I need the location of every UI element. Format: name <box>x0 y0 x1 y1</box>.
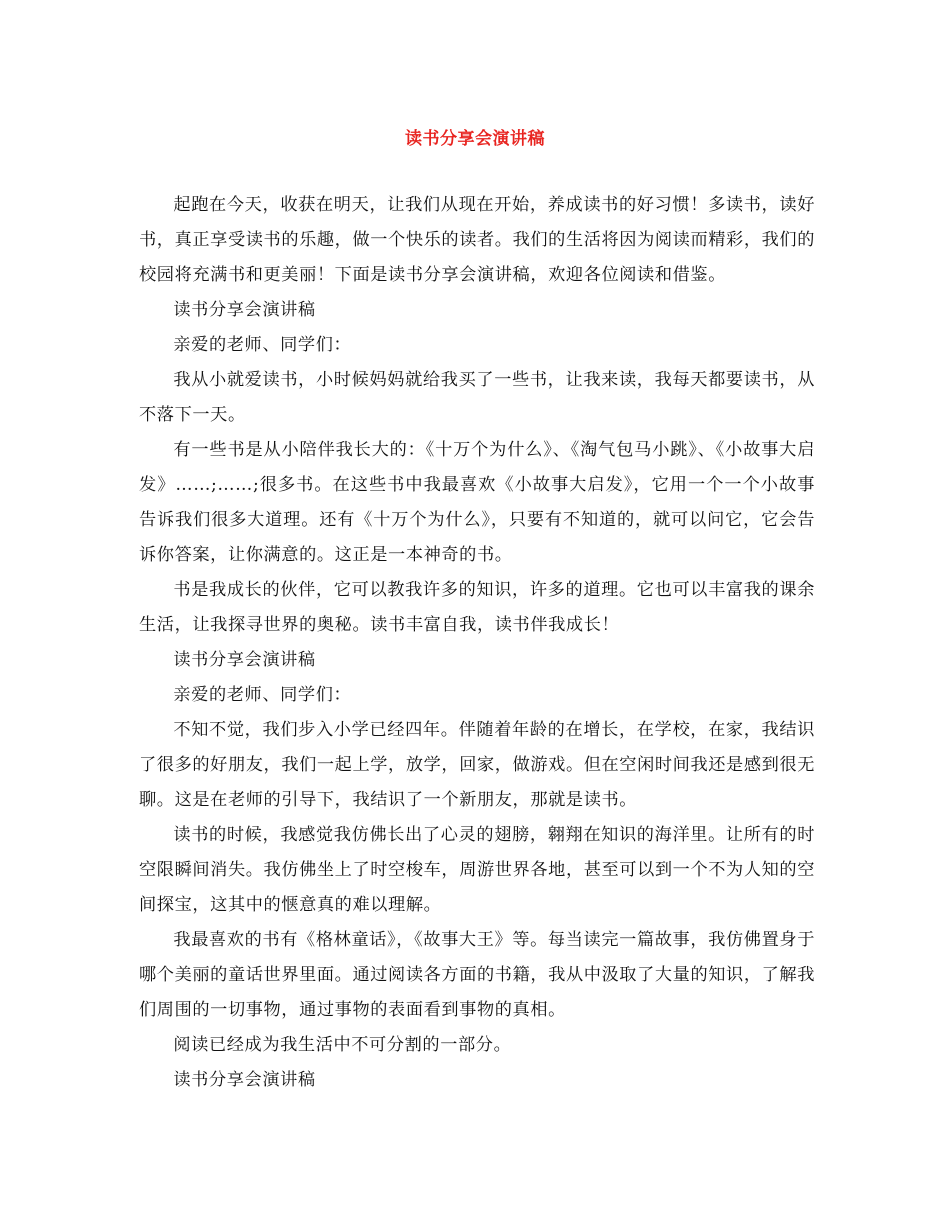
body-paragraph: 我最喜欢的书有《格林童话》，《故事大王》等。每当读完一篇故事，我仿佛置身于哪个美丽的童话世界里面。通过阅读各方面的书籍，我从中汲取了大量的知识，了解我们周围的一切事物，通过事物的表面看到事物的真相。 <box>139 930 815 1020</box>
speech-heading: 读书分享会演讲稿 <box>173 650 316 670</box>
speech-greeting: 亲爱的老师、同学们： <box>173 335 352 355</box>
speech-heading: 读书分享会演讲稿 <box>173 1070 316 1090</box>
body-paragraph: 书是我成长的伙伴，它可以教我许多的知识，许多的道理。它也可以丰富我的课余生活，让我探寻世界的奥秘。读书丰富自我，读书伴我成长！ <box>139 580 815 635</box>
document-title: 读书分享会演讲稿 <box>405 129 545 149</box>
body-paragraph: 读书的时候，我感觉我仿佛长出了心灵的翅膀，翱翔在知识的海洋里。让所有的时空限瞬间消失。我仿佛坐上了时空梭车，周游世界各地，甚至可以到一个不为人知的空间探宝，这其中的惬意真的难以理解。 <box>139 825 815 915</box>
body-paragraph: 我从小就爱读书，小时候妈妈就给我买了一些书，让我来读，我每天都要读书，从不落下一天。 <box>139 370 815 425</box>
speech-heading: 读书分享会演讲稿 <box>173 300 316 320</box>
speech-greeting: 亲爱的老师、同学们： <box>173 685 352 705</box>
body-paragraph: 不知不觉，我们步入小学已经四年。伴随着年龄的在增长，在学校，在家，我结识了很多的好朋友，我们一起上学，放学，回家，做游戏。但在空闲时间我还是感到很无聊。这是在老师的引导下，我结识了一个新朋友，那就是读书。 <box>139 720 815 810</box>
document-body <box>139 188 815 1098</box>
intro-paragraph: 起跑在今天，收获在明天，让我们从现在开始，养成读书的好习惯！多读书，读好书，真正享受读书的乐趣，做一个快乐的读者。我们的生活将因为阅读而精彩，我们的校园将充满书和更美丽！下面是读书分享会演讲稿，欢迎各位阅读和借鉴。 <box>139 195 815 285</box>
body-paragraph: 阅读已经成为我生活中不可分割的一部分。 <box>173 1035 512 1055</box>
body-paragraph: 有一些书是从小陪伴我长大的：《十万个为什么》、《淘气包马小跳》、《小故事大启发》……;……;很多书。在这些书中我最喜欢《小故事大启发》，它用一个一个小故事告诉我们很多大道理。还有《十万个为什么》，只要有不知道的，就可以问它，它会告诉你答案，让你满意的。这正是一本神奇的书。 <box>139 440 815 565</box>
